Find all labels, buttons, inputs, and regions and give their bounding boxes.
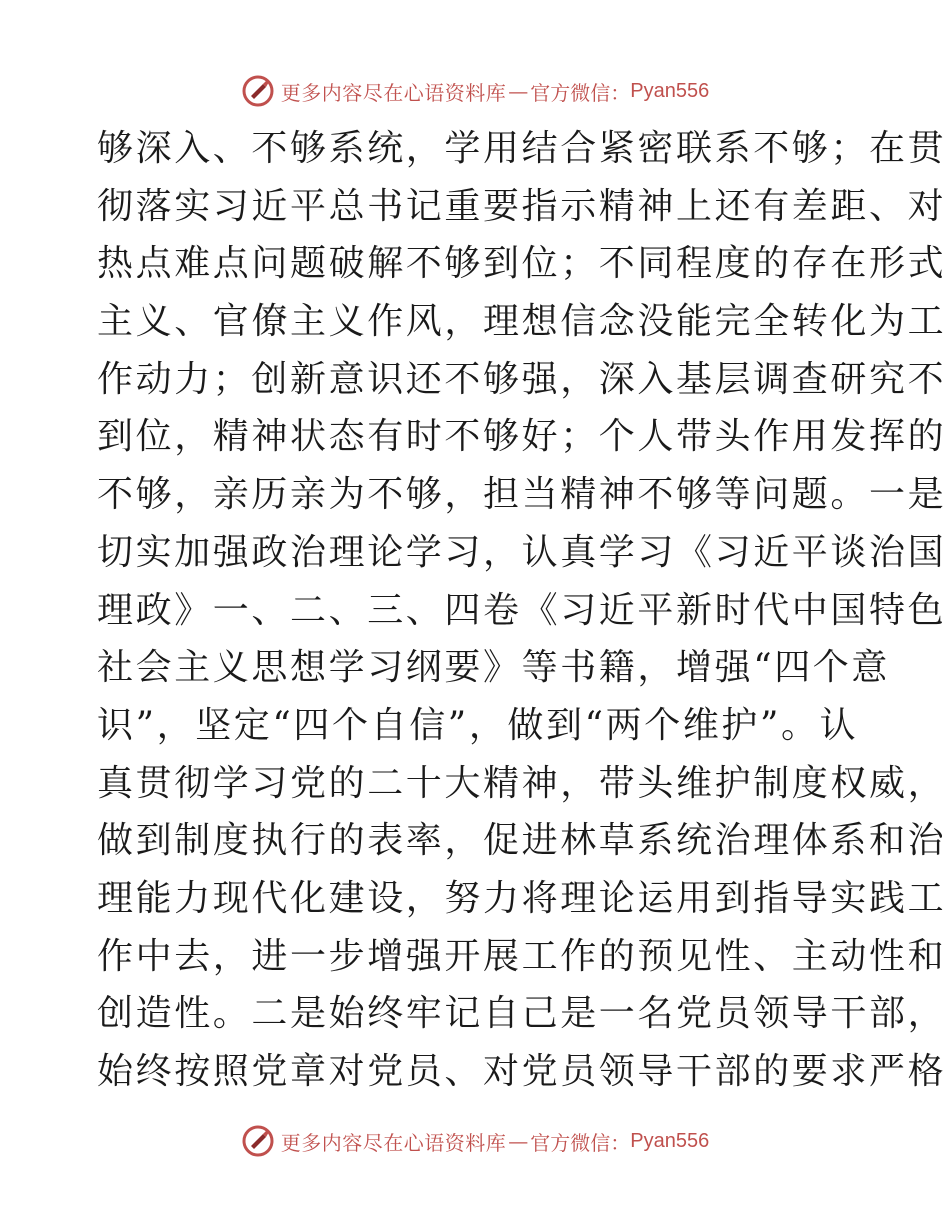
- text-line: 到位，精神状态有时不够好；个人带头作用发挥的: [97, 416, 947, 458]
- text-line: 切实加强政治理论学习，认真学习《习近平谈治国: [97, 531, 947, 573]
- banner-text-id: Pyan556: [630, 1129, 710, 1152]
- banner-text-wechat: 官方微信：: [530, 1130, 631, 1155]
- text-line: 作中去，进一步增强开展工作的预见性、主动性和: [97, 935, 947, 977]
- text-line: 始终按照党章对党员、对党员领导干部的要求严格: [97, 1051, 947, 1092]
- text-line: 创造性。二是始终牢记自己是一名党员领导干部，: [97, 993, 947, 1035]
- text-line: 真贯彻学习党的二十大精神，带头维护制度权威，: [97, 762, 947, 804]
- banner-dash: —: [508, 1129, 529, 1153]
- text-line: 理能力现代化建设，努力将理论运用到指导实践工: [97, 877, 947, 919]
- header-banner: [0, 71, 950, 111]
- logo-icon: [241, 74, 275, 108]
- body-text: [97, 120, 947, 1101]
- banner-text-wechat: 官方微信：: [530, 80, 631, 105]
- text-line: 主义、官僚主义作风，理想信念没能完全转化为工: [97, 301, 947, 343]
- logo-icon: [241, 1124, 275, 1158]
- banner-text-main: 更多内容尽在心语资料库: [280, 80, 507, 105]
- text-line: 社会主义思想学习纲要》等书籍，增强“四个意: [97, 647, 891, 689]
- banner-dash: —: [508, 79, 529, 103]
- text-line: 不够，亲历亲为不够，担当精神不够等问题。一是: [97, 474, 947, 516]
- banner-text-id: Pyan556: [630, 79, 710, 102]
- text-line: 作动力；创新意识还不够强，深入基层调查研究不: [97, 358, 947, 400]
- text-line: 彻落实习近平总书记重要指示精神上还有差距、对: [97, 185, 947, 227]
- text-line: 理政》一、二、三、四卷《习近平新时代中国特色: [97, 589, 947, 631]
- text-line: 做到制度执行的表率，促进林草系统治理体系和治: [97, 820, 947, 862]
- footer-banner: [0, 1121, 950, 1161]
- text-line: 够深入、不够系统，学用结合紧密联系不够；在贯: [97, 128, 947, 169]
- text-line: 热点难点问题破解不够到位；不同程度的存在形式: [97, 243, 947, 285]
- text-line: 识”，坚定“四个自信”，做到“两个维护”。认: [97, 704, 859, 746]
- banner-text-main: 更多内容尽在心语资料库: [280, 1130, 507, 1155]
